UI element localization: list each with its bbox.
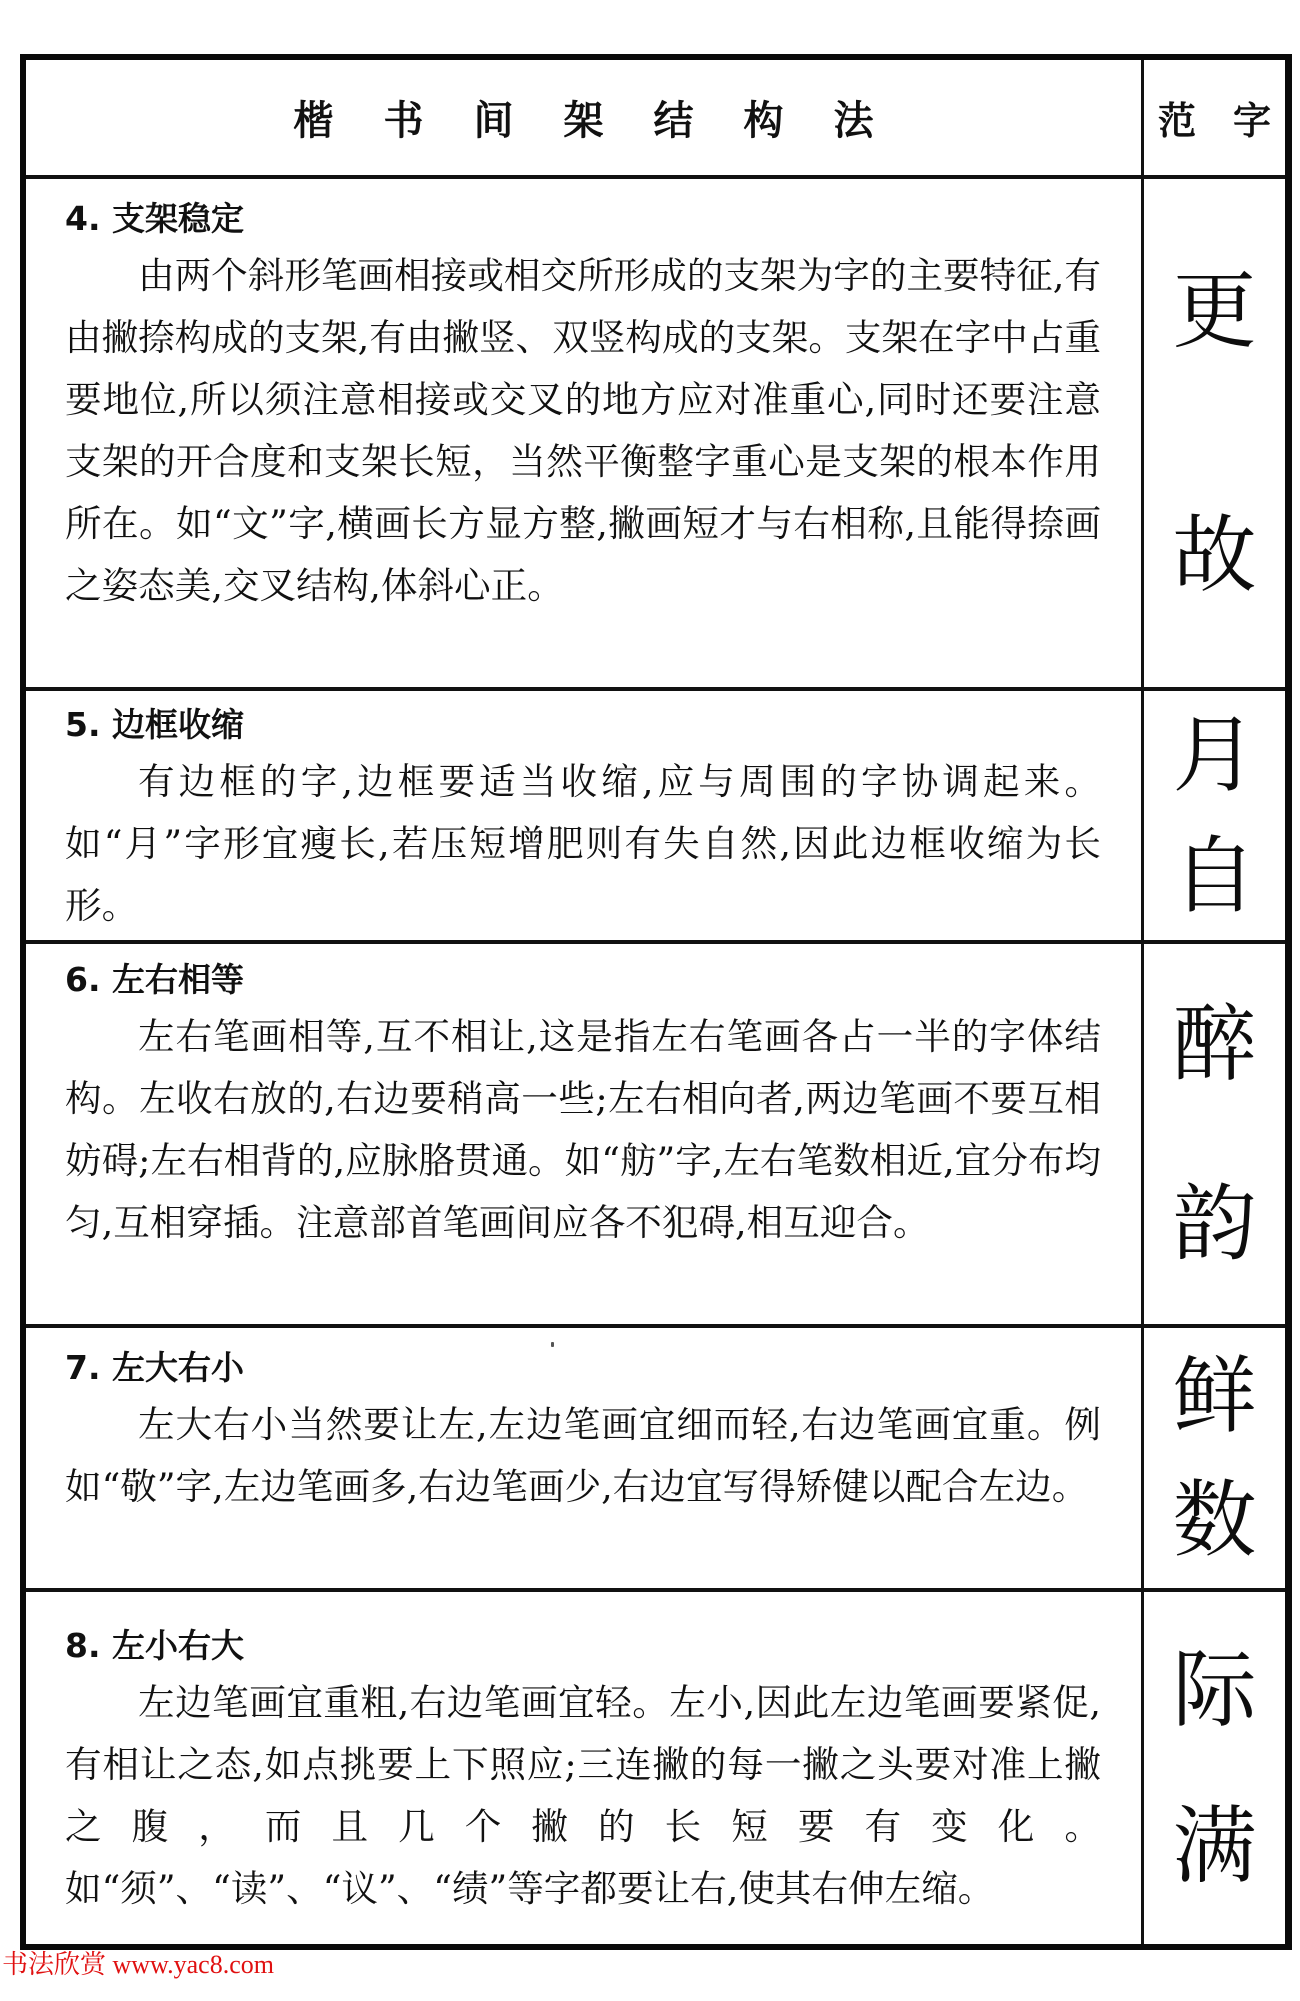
section-heading: 6. 左右相等 xyxy=(65,960,244,999)
scan-speck xyxy=(551,1342,554,1347)
section-text xyxy=(26,944,1141,1324)
watermark: 书法欣赏 www.yac8.com xyxy=(2,1950,274,1979)
page-title: 楷书间架结构法 xyxy=(293,98,924,144)
sample-characters xyxy=(1144,1328,1285,1588)
section-text xyxy=(26,1328,1141,1588)
sample-char: 鲜 xyxy=(1172,1347,1257,1445)
section-text xyxy=(26,1592,1141,1944)
section-heading: 4. 支架稳定 xyxy=(65,199,244,238)
section-heading: 7. 左大右小 xyxy=(65,1348,244,1387)
sample-characters xyxy=(1144,944,1285,1324)
section-row xyxy=(26,940,1285,1324)
sample-characters xyxy=(1144,691,1285,940)
header-row xyxy=(26,60,1285,175)
section-row xyxy=(26,1324,1285,1588)
sample-char: 满 xyxy=(1172,1797,1257,1895)
section-heading: 5. 边框收缩 xyxy=(65,705,244,744)
section-row xyxy=(26,687,1285,940)
sample-characters xyxy=(1144,179,1285,687)
section-body: 左边笔画宜重粗,右边笔画宜轻。左小,因此左边笔画要紧促,有相让之态,如点挑要上下照应;三连撇的每一撇之头要对准上撇之腹，而且几个撇的长短要有变化。如“须”、“读”、“议”、“绩”等字都要让右,使其右伸左缩。 xyxy=(65,1681,1101,1910)
section-body: 左大右小当然要让左,左边笔画宜细而轻,右边笔画宜重。例如“敬”字,左边笔画多,右边笔画少,右边宜写得矫健以配合左边。 xyxy=(65,1403,1101,1508)
section-row xyxy=(26,1588,1285,1944)
section-text xyxy=(26,179,1141,687)
section-body: 有边框的字,边框要适当收缩,应与周围的字协调起来。如“月”字形宜瘦长,若压短增肥则有失自然,因此边框收缩为长形。 xyxy=(65,760,1101,927)
sample-char: 故 xyxy=(1172,506,1257,604)
section-body: 由两个斜形笔画相接或相交所形成的支架为字的主要特征,有由撇捺构成的支架,有由撇竖、双竖构成的支架。支架在字中占重要地位,所以须注意相接或交叉的地方应对准重心,同时还要注意支架的开合度和支架长短，当然平衡整字重心是支架的根本作用所在。如“文”字,横画长方显方整,撇画短才与右相称,且能得捺画之姿态美,交叉结构,体斜心正。 xyxy=(65,254,1101,607)
sample-char: 自 xyxy=(1172,826,1257,925)
sample-char: 韵 xyxy=(1172,1175,1257,1273)
sample-char: 更 xyxy=(1172,262,1257,360)
sample-char: 际 xyxy=(1172,1641,1257,1739)
sample-char: 醉 xyxy=(1172,995,1257,1093)
sample-characters xyxy=(1144,1592,1285,1944)
sample-column-header xyxy=(1144,60,1285,175)
sample-header-char-1: 范 xyxy=(1158,99,1197,143)
section-heading: 8. 左小右大 xyxy=(65,1626,244,1665)
sample-header-char-2: 字 xyxy=(1232,99,1271,143)
section-text xyxy=(26,691,1141,940)
sample-char: 月 xyxy=(1172,706,1257,805)
structure-table xyxy=(20,54,1292,1950)
section-row xyxy=(26,175,1285,687)
sample-char: 数 xyxy=(1172,1471,1257,1569)
section-body: 左右笔画相等,互不相让,这是指左右笔画各占一半的字体结构。左收右放的,右边要稍高一些;左右相向者,两边笔画不要互相妨碍;左右相背的,应脉胳贯通。如“舫”字,左右笔数相近,宜分布均匀,互相穿插。注意部首笔画间应各不犯碍,相互迎合。 xyxy=(65,1015,1101,1244)
